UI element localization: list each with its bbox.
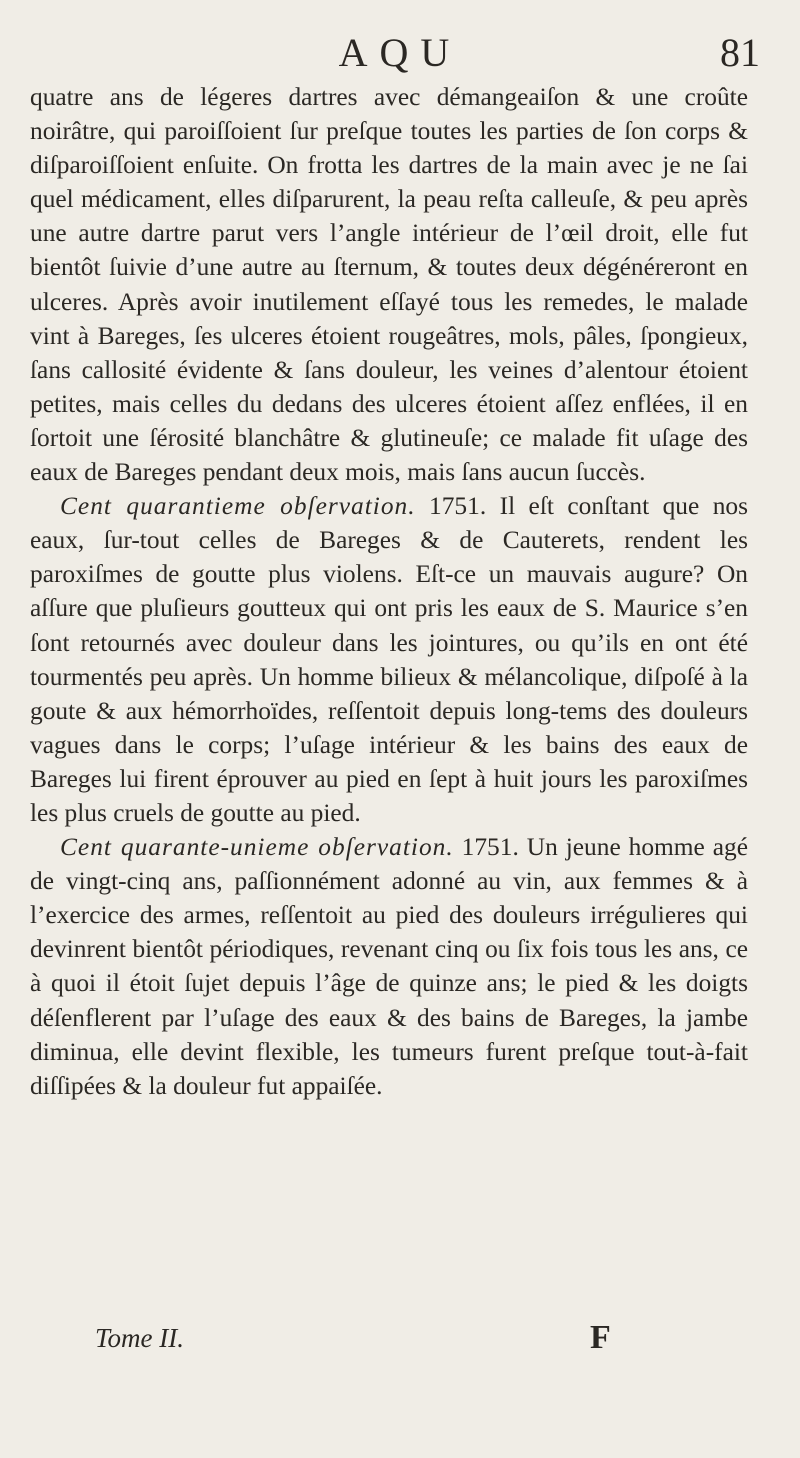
page-header [0, 22, 800, 82]
paragraph-text: 1751. Il eſt conſtant que nos eaux, ſur-tout celles de Bareges & de Cauterets, rendent les paroxiſmes de goutte plus violens. Eſt-ce un mauvais augure? On aſſure que pluſieurs goutteux qui ont pris les eaux de S. Maurice s’en ſont retournés avec douleur dans les jointures, ou qu’ils en ont été tourmentés peu après. Un homme bilieux & mélancolique, diſpoſé à la goute & aux hémorrhoïdes, reſſentoit depuis long-tems des douleurs vagues dans le corps; l’uſage intérieur & les bains des eaux de Bareges lui firent éprouver au pied en ſept à huit jours les paroxiſmes les plus cruels de goutte au pied. [30, 492, 748, 827]
page-footer [0, 1318, 800, 1368]
signature-mark: F [590, 1319, 611, 1356]
body-text [30, 80, 748, 1103]
running-head: AQU [338, 30, 462, 75]
observation-title: Cent quarante-unieme obſervation. [60, 833, 454, 862]
page-number: 81 [720, 30, 760, 75]
paragraph-text: quatre ans de légeres dartres avec démangeaiſon & une croûte noirâtre, qui paroiſſoient ſur preſque toutes les parties de ſon corps & diſparoiſſoient enſuite. On frotta les dartres de la main avec je ne ſai quel médicament, elles diſparurent, la peau reſta calleuſe, & peu après une autre dartre parut vers l’angle intérieur de l’œil droit, elle fut bientôt ſuivie d’une autre au ſternum, & toutes deux dégénéreront en ulceres. Après avoir inutilement eſſayé tous les remedes, le malade vint à Bareges, ſes ulceres étoient rougeâtres, mols, pâles, ſpongieux, ſans callosité évidente & ſans douleur, les veines d’alentour étoient petites, mais celles du dedans des ulceres étoient aſſez enflées, il en ſortoit une ſérosité blanchâtre & glutineuſe; ce malade fit uſage des eaux de Bareges pendant deux mois, mais ſans aucun ſuccès. [30, 83, 748, 487]
paragraph-observation-140 [30, 489, 748, 830]
observation-title: Cent quarantieme obſervation. [60, 492, 416, 521]
paragraph-continuation [30, 80, 748, 489]
paragraph-text: 1751. Un jeune homme agé de vingt-cinq ans, paſſionnément adonné au vin, aux femmes & à l’exercice des armes, reſſentoit au pied des douleurs irrégulieres qui devinrent bientôt périodiques, revenant cinq ou ſix fois tous les ans, ce à quoi il étoit ſujet depuis l’âge de quinze ans; le pied & les doigts déſenflerent par l’uſage des eaux & des bains de Bareges, la jambe diminua, elle devint flexible, les tumeurs furent preſque tout-à-fait diſſipées & la douleur fut appaiſée. [30, 833, 748, 1100]
volume-label: Tome II. [95, 1323, 185, 1353]
paragraph-observation-141 [30, 830, 748, 1103]
